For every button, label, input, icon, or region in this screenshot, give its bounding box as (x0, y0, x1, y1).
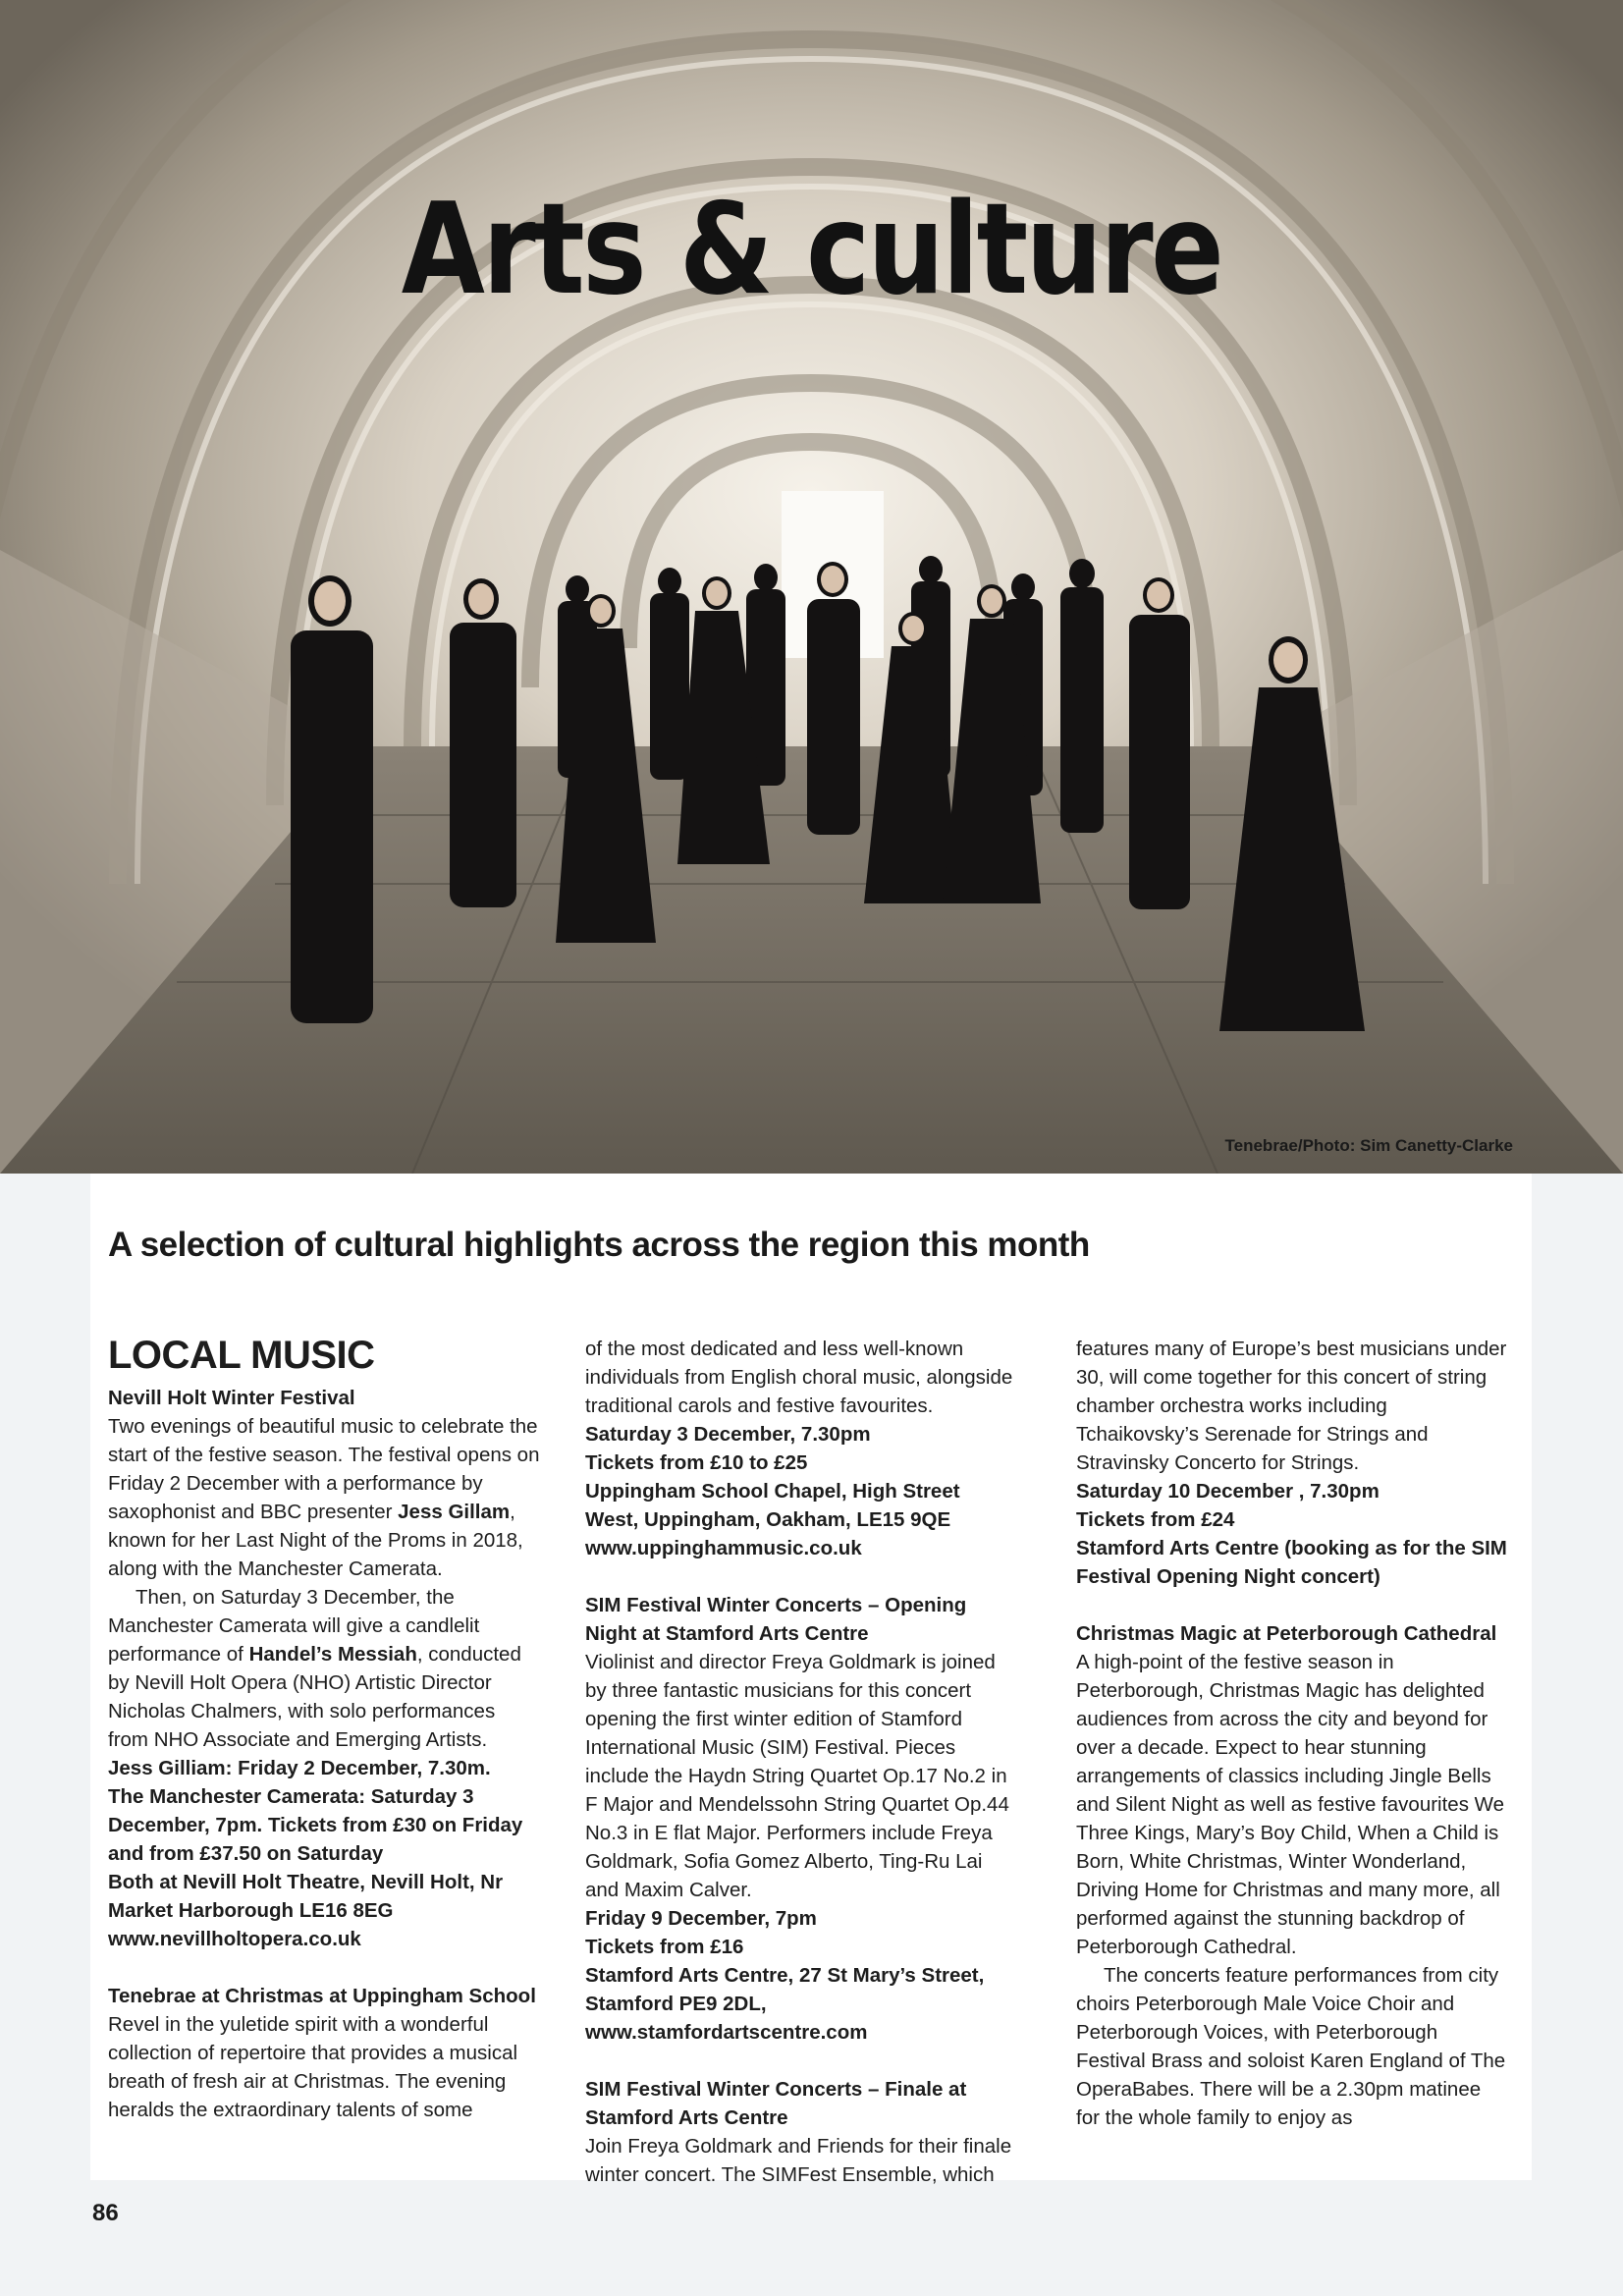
event-paragraph: Then, on Saturday 3 December, the Manchester Camerata will give a candlelit performance of Handel’s Messiah, conducted by Nevill Holt Opera (NHO) Artistic Director Nicholas Chalmers, with solo performances from NHO Associate and Emerging Artists. (108, 1586, 521, 1751)
event-paragraph: Violinist and director Freya Goldmark is joined by three fantastic musicians for this concert opening the first winter edition of Stamford International Music (SIM) Festival. Pieces include the Haydn String Quartet Op.17 No.2 in F Major and Mendelssohn String Quartet Op.44 No.3 in E flat Major. Performers include Freya Goldmark, Sofia Gomez Alberto, Ting-Ru Lai and Maxim Calver. (585, 1651, 1009, 1901)
work-name: Handel’s Messiah (248, 1643, 417, 1666)
event-title: Tenebrae at Christmas at Uppingham School (108, 1985, 536, 2007)
section-heading: LOCAL MUSIC (108, 1334, 375, 1377)
event-info: Tickets from £10 to £25 (585, 1451, 808, 1474)
event-paragraph: of the most dedicated and less well-known individuals from English choral music, alongside traditional carols and festive favourites. (585, 1338, 1013, 1417)
event-info: Saturday 3 December, 7.30pm (585, 1423, 871, 1446)
event-website: www.nevillholtopera.co.uk (108, 1928, 361, 1950)
event-venue: Stamford Arts Centre (booking as for the SIM Festival Opening Night concert) (1076, 1537, 1507, 1588)
event-paragraph: A high-point of the festive season in Peterborough, Christmas Magic has delighted audiences from across the city and beyond for over a decade. Expect to hear stunning arrangements of classics including Jingle Bells and Silent Night as well as festive favourites We Three Kings, Mary’s Boy Child, When a Child is Born, White Christmas, Winter Wonderland, Driving Home for Christmas and many more, all performed against the stunning backdrop of Peterborough Cathedral. (1076, 1651, 1505, 1958)
performer-name: Jess Gillam (398, 1501, 511, 1523)
column-1 (108, 1331, 540, 2124)
event-venue: Both at Nevill Holt Theatre, Nevill Holt, Nr Market Harborough LE16 8EG (108, 1871, 504, 1922)
event-title: SIM Festival Winter Concerts – Finale at Stamford Arts Centre (585, 2078, 967, 2129)
event-info: Tickets from £24 (1076, 1508, 1235, 1531)
page-number: 86 (92, 2200, 119, 2226)
event-info: The Manchester Camerata: Saturday 3 December, 7pm. Tickets from £30 on Friday and from £37.50 on Saturday (108, 1785, 523, 1865)
column-3 (1076, 1335, 1508, 2132)
event-paragraph: features many of Europe’s best musicians under 30, will come together for this concert of string chamber orchestra works including Tchaikovsky’s Serenade for Strings and Stravinsky Concerto for Strings. (1076, 1338, 1507, 1474)
event-website: www.uppinghammusic.co.uk (585, 1537, 862, 1559)
event-info: Tickets from £16 (585, 1936, 744, 1958)
event-paragraph: The concerts feature performances from city choirs Peterborough Male Voice Choir and Peterborough Voices, with Peterborough Festival Brass and soloist Karen England of The OperaBabes. There will be a 2.30pm matinee for the whole family to enjoy as (1076, 1964, 1506, 2129)
column-2 (585, 1335, 1017, 2189)
event-title: Nevill Holt Winter Festival (108, 1387, 355, 1409)
event-info: Saturday 10 December , 7.30pm (1076, 1480, 1380, 1503)
event-paragraph: Join Freya Goldmark and Friends for their finale winter concert. The SIMFest Ensemble, which (585, 2135, 1012, 2186)
event-info: Jess Gilliam: Friday 2 December, 7.30m. (108, 1757, 491, 1779)
event-paragraph: Revel in the yuletide spirit with a wonderful collection of repertoire that provides a musical breath of fresh air at Christmas. The evening heralds the extraordinary talents of some (108, 2013, 518, 2121)
event-paragraph: Two evenings of beautiful music to celebrate the start of the festive season. The festival opens on Friday 2 December with a performance by saxophonist and BBC presenter Jess Gillam, known for her Last Night of the Proms in 2018, along with the Manchester Camerata. (108, 1415, 540, 1580)
event-venue: Stamford Arts Centre, 27 St Mary’s Street, Stamford PE9 2DL, www.stamfordartscentre.com (585, 1964, 985, 2044)
event-title: SIM Festival Winter Concerts – Opening Night at Stamford Arts Centre (585, 1594, 967, 1645)
event-info: Friday 9 December, 7pm (585, 1907, 817, 1930)
page-title: Arts & culture (401, 177, 1222, 323)
event-title: Christmas Magic at Peterborough Cathedral (1076, 1622, 1497, 1645)
event-venue: Uppingham School Chapel, High Street West, Uppingham, Oakham, LE15 9QE (585, 1480, 960, 1531)
photo-credit: Tenebrae/Photo: Sim Canetty-Clarke (1224, 1136, 1513, 1155)
article-subtitle: A selection of cultural highlights across the region this month (108, 1226, 1090, 1264)
